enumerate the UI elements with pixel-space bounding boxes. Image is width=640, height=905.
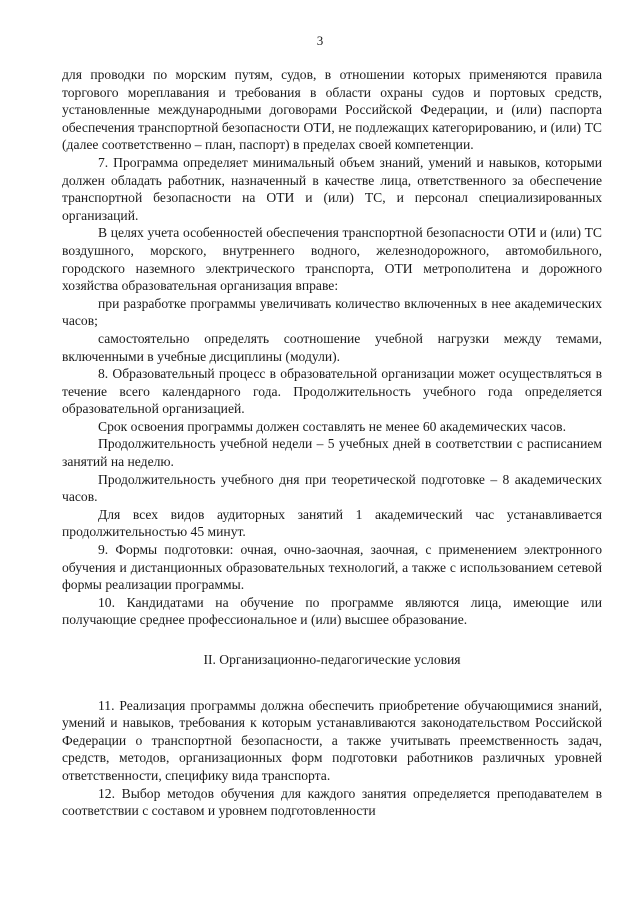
paragraph-transport-types: В целях учета особенностей обеспечения транспортной безопасности ОТИ и (или) ТС воздушного, морского, внутреннего водного, железнодорожного, автомобильного, городского наземного электрического транспорта, ОТИ метрополитена и дорожного хозяйства образовательная организация вправе: bbox=[62, 225, 602, 294]
paragraph-11: 11. Реализация программы должна обеспечить приобретение обучающимися знаний, умений и навыков, требования к которым устанавливаются законодательством Российской Федерации о транспортной безопасности, а также учитывать преемственность задач, средств, методов, организационных форм подготовки работников различных уровней ответственности, специфику вида транспорта. bbox=[62, 697, 602, 783]
paragraph-week-length: Продолжительность учебной недели – 5 учебных дней в соответствии с расписанием занятий на неделю. bbox=[62, 436, 602, 470]
paragraph-continuation: для проводки по морским путям, судов, в отношении которых применяются правила торгового мореплавания и требования в области охраны судов и портовых средств, установленные международными договорами Российской Федерации, и (или) паспорта обеспечения транспортной безопасности ОТИ, не подлежащих категорированию, и (или) ТС (далее соответственно – план, паспорт) в пределах своей компетенции. bbox=[62, 67, 602, 153]
paragraph-9: 9. Формы подготовки: очная, очно-заочная, заочная, с применением электронного обучения и дистанционных образовательных технологий, а также с использованием сетевой формы реализации программы. bbox=[62, 542, 602, 593]
section-heading: II. Организационно-педагогические условия bbox=[203, 652, 461, 667]
paragraph-12: 12. Выбор методов обучения для каждого занятия определяется преподавателем в соответствии с составом и уровнем подготовленности bbox=[62, 785, 602, 819]
paragraph-8: 8. Образовательный процесс в образовательной организации может осуществляться в течение всего календарного года. Продолжительность учебного года определяется образовательной организацией. bbox=[62, 366, 602, 417]
paragraph-load-ratio: самостоятельно определять соотношение учебной нагрузки между темами, включенными в учебные дисциплины (модули). bbox=[62, 330, 602, 364]
document-body bbox=[62, 66, 602, 820]
paragraph-10: 10. Кандидатами на обучение по программе являются лица, имеющие или получающие среднее профессиональное и (или) высшее образование. bbox=[62, 594, 602, 628]
paragraph-duration: Срок освоения программы должен составлять не менее 60 академических часов. bbox=[98, 418, 566, 434]
paragraph-day-length: Продолжительность учебного дня при теоретической подготовке – 8 академических часов. bbox=[62, 471, 602, 505]
paragraph-hour-length: Для всех видов аудиторных занятий 1 академический час устанавливается продолжительностью 45 минут. bbox=[62, 506, 602, 540]
paragraph-increase-hours: при разработке программы увеличивать количество включенных в нее академических часов; bbox=[62, 295, 602, 329]
page-number: 3 bbox=[316, 33, 324, 48]
paragraph-7: 7. Программа определяет минимальный объем знаний, умений и навыков, которыми должен обладать работник, назначенный в качестве лица, ответственного за обеспечение транспортной безопасности на ОТИ и (или) ТС, и персонал специализированных организаций. bbox=[62, 154, 602, 223]
